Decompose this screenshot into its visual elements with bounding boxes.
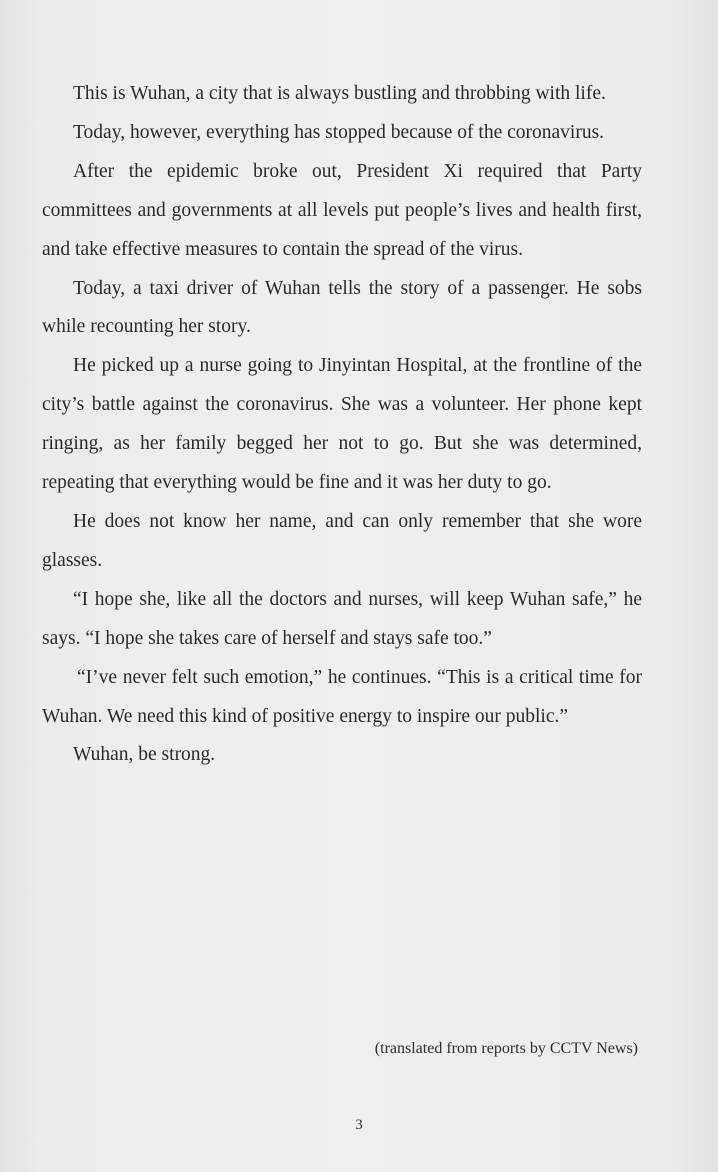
paragraph-5: He picked up a nurse going to Jinyintan Hospital, at the frontline of the city’s battle against the coronavirus. She was a volunteer. Her phone kept ringing, as her family begged her not to go. But she was determined, repeating that everything would be fine and it was her duty to go. <box>42 355 642 494</box>
page-number: 3 <box>355 1117 363 1133</box>
paragraph-7: “I hope she, like all the doctors and nurses, will keep Wuhan safe,” he says. “I hope she takes care of herself and stays safe too.” <box>42 588 642 649</box>
paragraph-9: Wuhan, be strong. <box>73 744 216 766</box>
body-text <box>42 75 642 775</box>
paragraph-6: He does not know her name, and can only remember that she wore glasses. <box>42 510 642 571</box>
source-credit: (translated from reports by CCTV News) <box>374 1040 638 1057</box>
paragraph-1: This is Wuhan, a city that is always bustling and throbbing with life. <box>73 83 606 104</box>
paragraph-8: “I’ve never felt such emotion,” he continues. “This is a critical time for Wuhan. We need this kind of positive energy to inspire our public.” <box>42 666 642 727</box>
paragraph-2: Today, however, everything has stopped because of the coronavirus. <box>73 121 605 143</box>
paragraph-4: Today, a taxi driver of Wuhan tells the story of a passenger. He sobs while recounting her story. <box>42 277 642 338</box>
paragraph-3: After the epidemic broke out, President Xi required that Party committees and governments at all levels put people’s lives and health first, and take effective measures to contain the spread of the virus. <box>42 160 642 260</box>
